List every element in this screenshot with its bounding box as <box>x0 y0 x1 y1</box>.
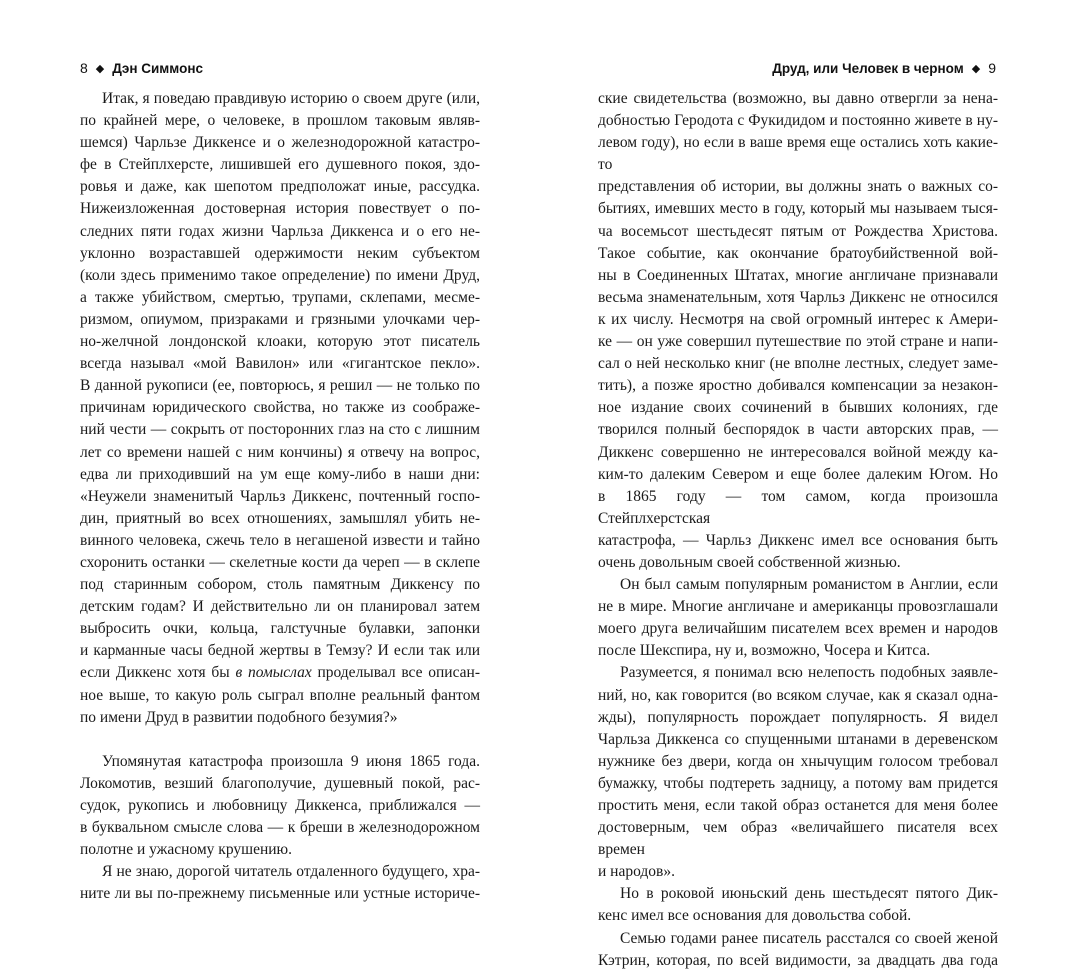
text-line: ните ли вы по-прежнему письменные или устные историче- <box>80 885 480 903</box>
text-line: Чарльза Диккенса со спущенными штанами в деревенском <box>598 730 998 748</box>
text-line: уклонно возраставшей одержимости неким субъектом <box>80 244 480 262</box>
text-line: и карманные часы бедной жертвы в Темзу? И если так или <box>80 642 480 660</box>
italic-phrase: в помыслах <box>235 664 312 682</box>
page-number-left: 8 <box>80 60 88 76</box>
diamond-ornament-icon: ◆ <box>95 62 105 75</box>
left-page <box>0 0 538 903</box>
text-line: нужнике без двери, когда он хнычущим голосом требовал <box>598 752 998 770</box>
text-line: сал о ней несколько книг (не вполне лестных, следует заме- <box>598 355 998 373</box>
text-line: если Диккенс хотя бы в помыслах проделывал все описан- <box>80 664 480 682</box>
text-line: очень довольным своей собственной жизнью. <box>598 553 901 571</box>
text-line: причинам юридического свойства, но также из соображе- <box>80 399 480 417</box>
text-line: тить), а позже яростно добивался компенсации за незакон- <box>598 377 998 395</box>
text-line: Я не знаю, дорогой читатель отдаленного будущего, хра- <box>102 863 480 881</box>
text-line: Упомянутая катастрофа произошла 9 июня 1865 года. <box>102 752 480 770</box>
text-line: ке — он уже совершил путешествие по этой стране и напи- <box>598 333 998 351</box>
text-line: Такое событие, как окончание братоубийственной вой- <box>598 244 998 262</box>
text-line: Разумеется, я понимал всю нелепость подобных заявле- <box>620 664 998 682</box>
right-page <box>538 0 1076 969</box>
text-line: кенс имел все основания для довольства собой. <box>598 907 912 925</box>
text-line: под старинным собором, столь памятным Диккенсу по <box>80 576 480 594</box>
text-line: Локомотив, везший благополучие, душевный покой, рас- <box>80 774 480 792</box>
text-line: моего друга величайшим писателем всех времен и народов <box>598 620 998 638</box>
text-line: лет со времени нашей с ним кончины) я отвечу на вопрос, <box>80 443 480 461</box>
text-line: в 1865 году — том самом, когда произошла Стейплхерстская <box>598 487 998 527</box>
text-line: Диккенс совершенно не интересовался войной между ка- <box>598 443 998 461</box>
text-line: В данной рукописи (ее, повторюсь, я решил — не только по <box>80 377 480 395</box>
text-line: по имени Друд в развитии подобного безумия?» <box>80 708 398 726</box>
text-line: по крайней мере, о человеке, в прошлом таковым являв- <box>80 112 480 130</box>
text-line: ний чести — сокрыть от посторонних глаз на сто с лишним <box>80 421 480 439</box>
text-line: и народов». <box>598 863 675 881</box>
text-line: в буквальном смысле слова — к бреши в железнодорожном <box>80 819 480 836</box>
text-line: ровья и даже, как шепотом предположат иные, рассудка. <box>80 178 480 196</box>
text-line: а также убийством, смертью, трупами, склепами, месме- <box>80 288 480 306</box>
text-line: (коли здесь применимо такое определение) по имени Друд, <box>80 266 480 284</box>
text-line: винного человека, сжечь тело в негашеной извести и тайно <box>80 531 480 549</box>
text-line: жды), популярность порождает популярность. Я видел <box>598 708 998 726</box>
text-line: ное выше, то какую роль сыграл вполне реальный фантом <box>80 686 480 704</box>
text-line: выбросить очки, кольца, галстучные булавки, запонки <box>80 620 480 638</box>
text-line: схоронить останки — скелетные кости да череп — в склепе <box>80 553 480 571</box>
right-body-text <box>598 88 998 972</box>
text-line: добностью Геродота с Фукидидом и постоянно живете в ну- <box>598 112 998 130</box>
text-line: полотне и ужасному крушению. <box>80 841 292 859</box>
text-line: не в мире. Многие англичане и американцы провозглашали <box>598 598 998 616</box>
paragraph: Итак, я поведаю правдивую историю о своем друге (или, <box>102 90 480 107</box>
text-line: катастрофа, — Чарльз Диккенс имел все основания быть <box>598 531 998 549</box>
running-head-right <box>772 60 996 76</box>
text-line: Кэтрин, которая, по всей видимости, за двадцать два года <box>598 951 998 969</box>
text-line: едва ли приходивший на ум еще кому-либо в наши дни: <box>80 465 480 483</box>
text-line: представления об истории, вы должны знать о важных со- <box>598 178 998 196</box>
text-line: Но в роковой июньский день шестьдесят пятого Дик- <box>620 885 998 903</box>
author-name: Дэн Симмонс <box>112 60 203 76</box>
text-line: следних пяти годах жизни Чарльза Диккенса и о его не- <box>80 222 480 240</box>
text-line: простить меня, если такой образ останется для меня более <box>598 797 998 814</box>
text-line: дин, приятный во всех отношениях, замышлял убить не- <box>80 509 480 527</box>
text-line: Нижеизложенная достоверная история повествует о по- <box>80 200 480 218</box>
text-line: ное издание своих сочинений в бывших колониях, где <box>598 399 998 417</box>
text-line: к их числу. Несмотря на свой огромный интерес к Амери- <box>598 310 998 328</box>
text-line: судок, рукопись и любовницу Диккенса, приближался — <box>80 796 480 814</box>
text-line: достоверным, чем образ «величайшего писателя всех времен <box>598 819 998 859</box>
text-line: детским годам? И действительно ли он планировал затем <box>80 598 480 616</box>
text-line: ча восемьсот шестьдесят пятым от Рождества Христова. <box>598 222 998 240</box>
text-line: шемся) Чарльзе Диккенсе и о железнодорожной катастро- <box>80 134 480 152</box>
running-head-left <box>80 60 203 76</box>
text-line: весьма знаменательным, хотя Чарльз Диккенс не относился <box>598 288 998 306</box>
text-line: бытиях, имевших место в году, который мы называем тыся- <box>598 200 998 218</box>
text-line: ризмом, опиумом, призраками и грязными улочками чер- <box>80 310 480 328</box>
text-line: левом году), но если в ваше время еще остались хоть какие-то <box>598 134 998 174</box>
text-line: ний, но, как говорится (во всяком случае, как я сказал одна- <box>598 686 998 704</box>
text-line: Он был самым популярным романистом в Англии, если <box>620 576 998 594</box>
text-line: творился полный беспорядок в части авторских прав, — <box>598 421 998 439</box>
text-line: но-желчной лондонской клоаки, которую этот писатель <box>80 333 480 351</box>
text-line: Семью годами ранее писатель расстался со своей женой <box>620 929 998 947</box>
text-line: ские свидетельства (возможно, вы давно отвергли за нена- <box>598 90 998 107</box>
left-body-text <box>80 88 480 905</box>
diamond-ornament-icon: ◆ <box>971 62 981 75</box>
text-line: ны в Соединенных Штатах, многие англичане признавали <box>598 266 998 284</box>
book-title: Друд, или Человек в черном <box>772 60 964 76</box>
page-number-right: 9 <box>988 60 996 76</box>
text-line: бумажку, чтобы подтереть задницу, а потому вам придется <box>598 774 998 792</box>
text-line: всегда называл «мой Вавилон» или «гигантское пекло». <box>80 355 480 373</box>
text-line: «Неужели знаменитый Чарльз Диккенс, почтенный госпо- <box>80 487 480 505</box>
text-line: после Шекспира, ну и, возможно, Чосера и Китса. <box>598 642 931 660</box>
text-line: фе в Стейплхерсте, лишившей его душевного покоя, здо- <box>80 156 480 174</box>
text-line: ким-то далеким Севером и еще более далеким Югом. Но <box>598 465 998 483</box>
